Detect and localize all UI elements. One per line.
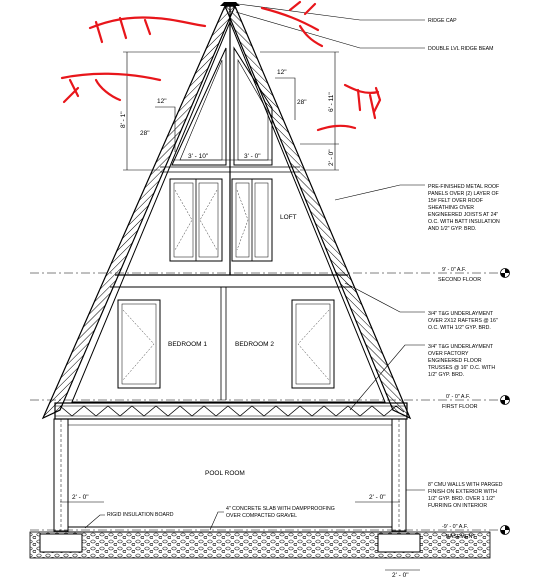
bedroom1-window-swing [123,310,154,380]
dimension-lines [60,52,420,570]
bedroom2-window-swing [298,310,329,380]
callout-line: OVER 2X12 RAFTERS @ 16" [428,318,498,324]
callout-line: AND 1/2" GYP. BRD. [428,226,477,232]
dim-window-right: 3' - 0" [244,153,261,160]
callout-ridge-beam: DOUBLE LVL RIDGE BEAM [428,46,494,52]
callout-slab [226,506,335,519]
callout-line: 8" CMU WALLS WITH PARGED [428,482,503,488]
callout-cmu-walls [428,482,503,509]
loft-window-left-swing-b [200,190,217,250]
concrete-slab [68,527,392,532]
first-floor-truss [30,400,500,419]
level-first-elevation: 0' - 0" A.F. [446,394,471,400]
loft-window-right-pane-b [255,183,268,257]
callout-line: OVER COMPACTED GRAVEL [226,513,298,519]
callout-line: 3/4" T&G UNDERLAYMENT [428,344,494,350]
callout-line: OVER FACTORY [428,351,469,357]
room-pool-room: POOL ROOM [205,470,245,477]
roof-right-hatch [225,6,410,418]
markup-stroke-12 [358,90,375,118]
loft-window-left-swing-a [175,190,192,250]
loft-window-right-pane-a [236,183,249,257]
level-markers [501,269,510,535]
callout-line: PANELS OVER (2) LAYER OF [428,191,499,197]
dim-right-pitch-run: 12" [277,69,287,76]
foundation [30,527,500,558]
callout-line: 15# FELT OVER ROOF [428,198,483,204]
level-basement-elevation: -9' - 0" A.F. [442,524,469,530]
footing-right [378,534,420,552]
dim-footing-left: 2' - 0" [72,494,89,501]
bedroom1-window-pane [122,304,156,384]
room-loft: LOFT [280,214,297,221]
dim-right-pitch-rise: 28" [297,99,307,106]
callout-line: O.C. WITH BATT INSULATION [428,219,500,225]
dim-footing-bottom: 2' - 0" [392,572,409,579]
callout-rigid-insulation: RIGID INSULATION BOARD [107,512,174,518]
callout-line: 1/2" GYP. BRD. [428,372,465,378]
bedroom1-window [118,300,160,388]
loft-window-right-swing [237,190,248,250]
dim-window-left: 3' - 10" [188,153,209,160]
room-bedroom1: BEDROOM 1 [168,341,208,348]
callout-line: 3/4" T&G UNDERLAYMENT [428,311,494,317]
footing-left [40,534,82,552]
callout-ridge-cap: RIDGE CAP [428,18,457,24]
dim-left-height: 8' - 1" [120,111,127,128]
callout-line: 4" CONCRETE SLAB WITH DAMPPROOFING [226,506,335,512]
dim-right-lower: 2' - 0" [328,149,335,166]
markup-stroke-8 [262,8,318,30]
callout-line: O.C. WITH 1/2" GYP. BRD. [428,325,491,331]
markup-stroke-11 [345,85,378,93]
dim-left-pitch-run: 12" [157,98,167,105]
leader-ridge-beam [236,12,425,48]
callout-line: FINISH ON EXTERIOR WITH [428,489,497,495]
callout-first-floor-deck [428,344,495,378]
leader-roof [335,185,425,200]
callout-line: 1/2" GYP. BRD. OVER 1 1/2" [428,496,496,502]
loft-window-left-pane-b [199,183,218,257]
callout-line: ENGINEERED JOISTS AT 24" [428,212,499,218]
level-second-name: SECOND FLOOR [438,277,482,283]
markup-stroke-5 [62,74,160,80]
markup-stroke-4 [145,20,150,34]
room-bedroom2: BEDROOM 2 [235,341,275,348]
level-second-elevation: 9' - 0" A.F. [442,267,467,273]
callout-line: FURRING ON INTERIOR [428,503,488,509]
callout-second-floor-deck [428,311,498,331]
markup-stroke-3 [120,18,126,38]
gravel-bed [30,532,490,558]
callout-roof [428,184,500,232]
callout-line: SHEATHING OVER [428,205,475,211]
level-first-name: FIRST FLOOR [442,404,478,410]
callout-line: TRUSSES @ 16" O.C. WITH [428,365,496,371]
bedroom2-window-pane [296,304,330,384]
callout-line: PRE-FINISHED METAL ROOF [428,184,500,190]
leader-rigid [85,515,105,528]
dim-left-pitch-rise: 28" [140,130,150,137]
bedroom2-window [292,300,334,388]
dim-footing-right: 2' - 0" [369,494,386,501]
roof-left-hatch [43,6,235,418]
callout-line: ENGINEERED FLOOR [428,358,482,364]
level-basement-name: BASEMENT [446,534,476,540]
dim-right-height: 6' - 11" [328,92,335,112]
markup-stroke-13 [318,126,355,130]
ridge-cap [220,2,240,6]
markup-stroke-6 [64,80,78,102]
roof-inner-outline [72,22,385,402]
markup-stroke-7 [96,80,120,100]
loft-window-left-pane-a [174,183,193,257]
loft-windows [170,179,272,261]
leader-ridge-cap [238,4,425,20]
